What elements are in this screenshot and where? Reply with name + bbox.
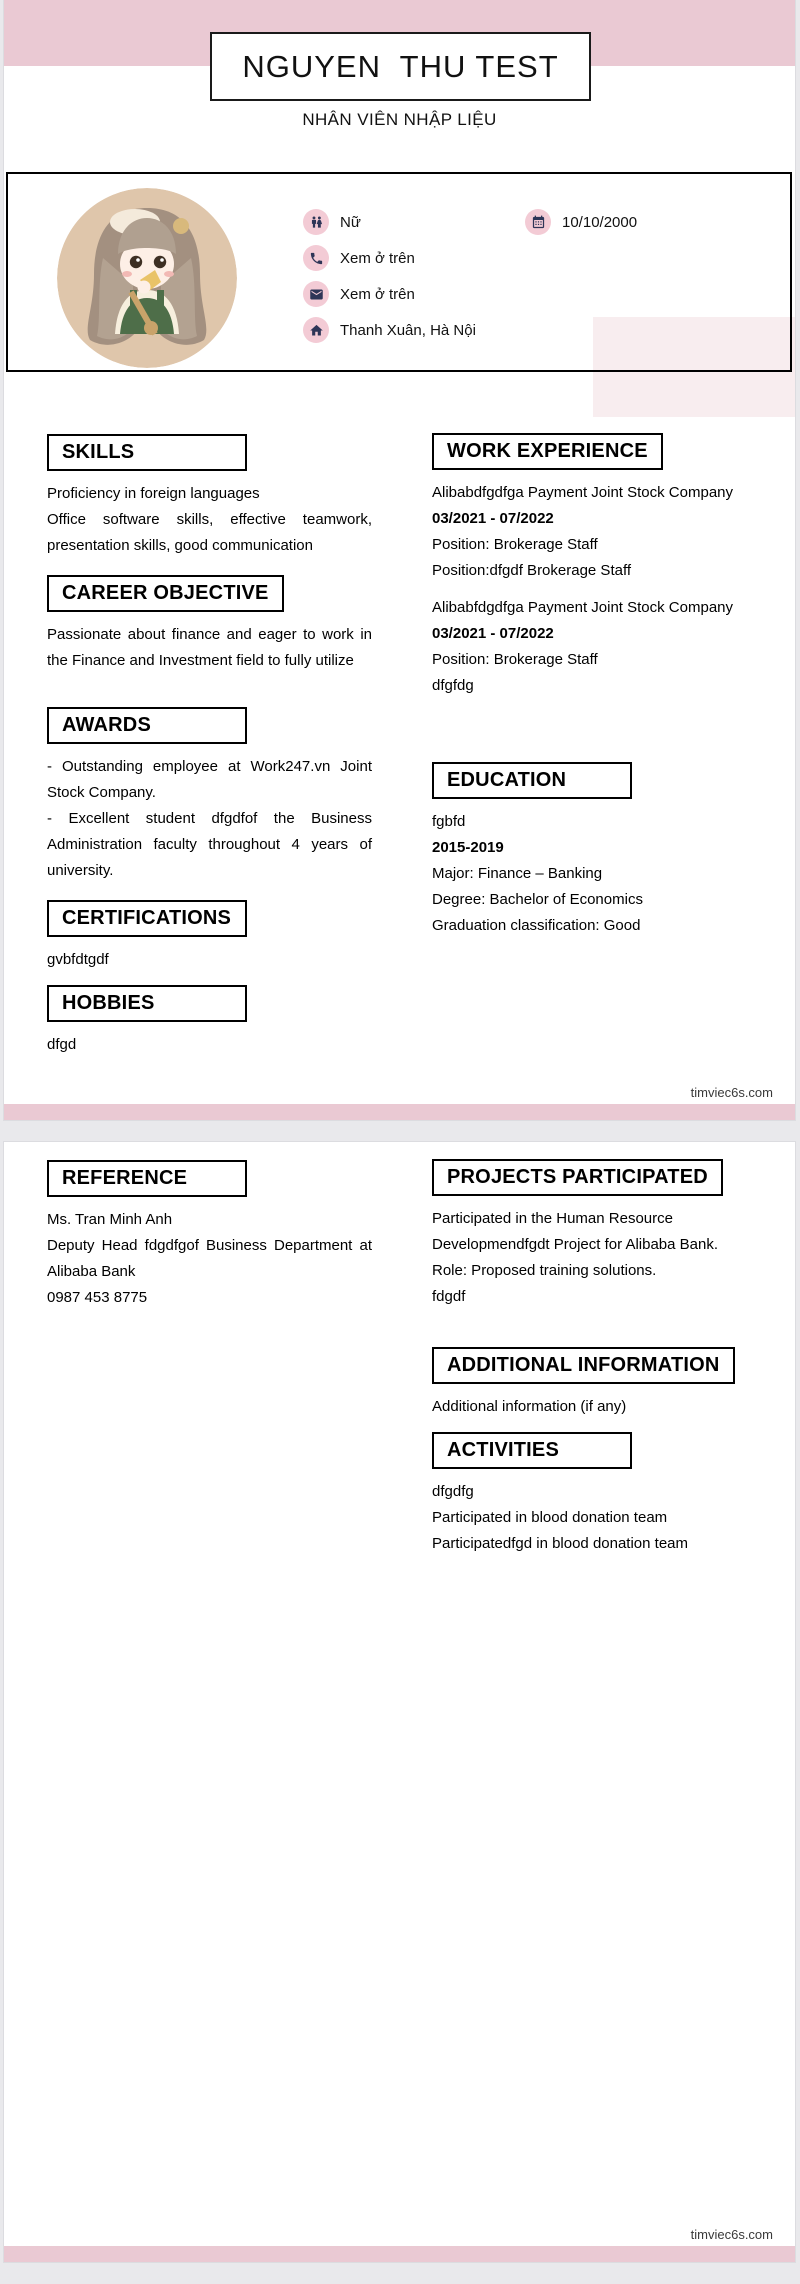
section-awards <box>47 707 372 884</box>
section-reference <box>47 1160 372 1311</box>
avatar <box>57 188 237 368</box>
education-body <box>432 809 765 939</box>
awards-heading: AWARDS <box>47 707 247 744</box>
activities-heading: ACTIVITIES <box>432 1432 632 1469</box>
work-line: Position: Brokerage Staff <box>432 536 598 553</box>
additional-information-body <box>432 1394 765 1420</box>
activities-line: dfgdfg <box>432 1483 474 1500</box>
projects-line: Role: Proposed training solutions. <box>432 1262 657 1279</box>
additional-information-line: Additional information (if any) <box>432 1398 627 1415</box>
career-objective-heading: CAREER OBJECTIVE <box>47 575 284 612</box>
section-career-objective <box>47 575 372 674</box>
activities-body <box>432 1479 765 1557</box>
cv-page-2 <box>4 1142 795 2262</box>
job-title: NHÂN VIÊN NHẬP LIỆU <box>302 110 497 129</box>
contact-column-right <box>525 204 637 240</box>
candidate-name-box <box>210 32 591 101</box>
gender-icon <box>303 209 329 235</box>
section-activities <box>432 1432 765 1557</box>
certifications-paragraph: gvbfdtgdf <box>47 951 109 968</box>
watermark: timviec6s.com <box>690 1085 773 1100</box>
education-line: Major: Finance – Banking <box>432 865 603 882</box>
activities-line: Participated in blood donation team <box>432 1509 668 1526</box>
section-hobbies <box>47 985 372 1058</box>
work-line: Position: Brokerage Staff <box>432 651 598 668</box>
contact-row-dob <box>525 204 637 240</box>
contact-row-email <box>303 276 476 312</box>
email-value: Xem ở trên <box>340 285 415 303</box>
reference-name: Ms. Tran Minh Anh <box>47 1211 173 1228</box>
work-company: Alibabfdgdfga Payment Joint Stock Company <box>432 599 734 616</box>
projects-body <box>432 1206 765 1310</box>
section-education <box>432 762 765 939</box>
footer-pink-band <box>4 2246 795 2262</box>
calendar-icon <box>525 209 551 235</box>
work-period: 03/2021 - 07/2022 <box>432 510 554 527</box>
reference-heading: REFERENCE <box>47 1160 247 1197</box>
section-work-experience <box>432 433 765 699</box>
activities-line: Participatedfgd in blood donation team <box>432 1535 689 1552</box>
hobbies-heading: HOBBIES <box>47 985 247 1022</box>
awards-paragraph: - Outstanding employee at Work247.vn Joint Stock Company. <box>47 758 372 801</box>
reference-phone: 0987 453 8775 <box>47 1289 148 1306</box>
contact-column-left <box>303 204 476 348</box>
work-company: Alibabdfgdfga Payment Joint Stock Company <box>432 484 734 501</box>
gender-value: Nữ <box>340 213 361 231</box>
work-entry <box>432 480 765 584</box>
career-objective-body <box>47 622 372 674</box>
contact-row-gender <box>303 204 476 240</box>
skills-paragraph: Office software skills, effective teamwork, presentation skills, good communication <box>47 511 372 554</box>
work-period: 03/2021 - 07/2022 <box>432 625 554 642</box>
work-experience-body <box>432 480 765 699</box>
skills-body <box>47 481 372 559</box>
phone-icon <box>303 245 329 271</box>
projects-heading: PROJECTS PARTICIPATED <box>432 1159 723 1196</box>
reference-body <box>47 1207 372 1311</box>
home-icon <box>303 317 329 343</box>
hobbies-paragraph: dfgd <box>47 1036 77 1053</box>
skills-heading: SKILLS <box>47 434 247 471</box>
section-additional-information <box>432 1347 765 1420</box>
dob-value: 10/10/2000 <box>562 213 638 231</box>
education-heading: EDUCATION <box>432 762 632 799</box>
skills-paragraph: Proficiency in foreign languages <box>47 485 260 502</box>
work-experience-heading: WORK EXPERIENCE <box>432 433 663 470</box>
contact-row-phone <box>303 240 476 276</box>
hobbies-body <box>47 1032 372 1058</box>
education-period: 2015-2019 <box>432 839 504 856</box>
address-value: Thanh Xuân, Hà Nội <box>340 321 476 339</box>
reference-position: Deputy Head fdgdfgof Business Department at Alibaba Bank <box>47 1237 372 1280</box>
work-entry <box>432 595 765 699</box>
contact-row-address <box>303 312 476 348</box>
work-line: dfgfdg <box>432 677 474 694</box>
education-line: Degree: Bachelor of Economics <box>432 891 643 908</box>
certifications-heading: CERTIFICATIONS <box>47 900 247 937</box>
education-line: Graduation classification: Good <box>432 917 641 934</box>
career-objective-paragraph: Passionate about finance and eager to work in the Finance and Investment field to fully utilize <box>47 626 372 669</box>
section-skills <box>47 434 372 559</box>
cv-page-1 <box>4 0 795 1120</box>
work-line: Position:dfgdf Brokerage Staff <box>432 562 632 579</box>
watermark: timviec6s.com <box>690 2227 773 2242</box>
section-projects <box>432 1159 765 1310</box>
footer-pink-band <box>4 1104 795 1120</box>
mail-icon <box>303 281 329 307</box>
projects-line: Participated in the Human Resource Developmendfgdt Project for Alibaba Bank. <box>432 1210 719 1253</box>
section-certifications <box>47 900 372 973</box>
avatar-illustration <box>57 188 237 368</box>
awards-body <box>47 754 372 884</box>
phone-value: Xem ở trên <box>340 249 415 267</box>
education-school: fgbfd <box>432 813 466 830</box>
certifications-body <box>47 947 372 973</box>
additional-information-heading: ADDITIONAL INFORMATION <box>432 1347 735 1384</box>
candidate-name: NGUYEN THU TEST <box>242 48 559 84</box>
projects-line: fdgdf <box>432 1288 466 1305</box>
awards-paragraph: - Excellent student dfgdfof the Business Administration faculty throughout 4 years of university. <box>47 810 372 879</box>
